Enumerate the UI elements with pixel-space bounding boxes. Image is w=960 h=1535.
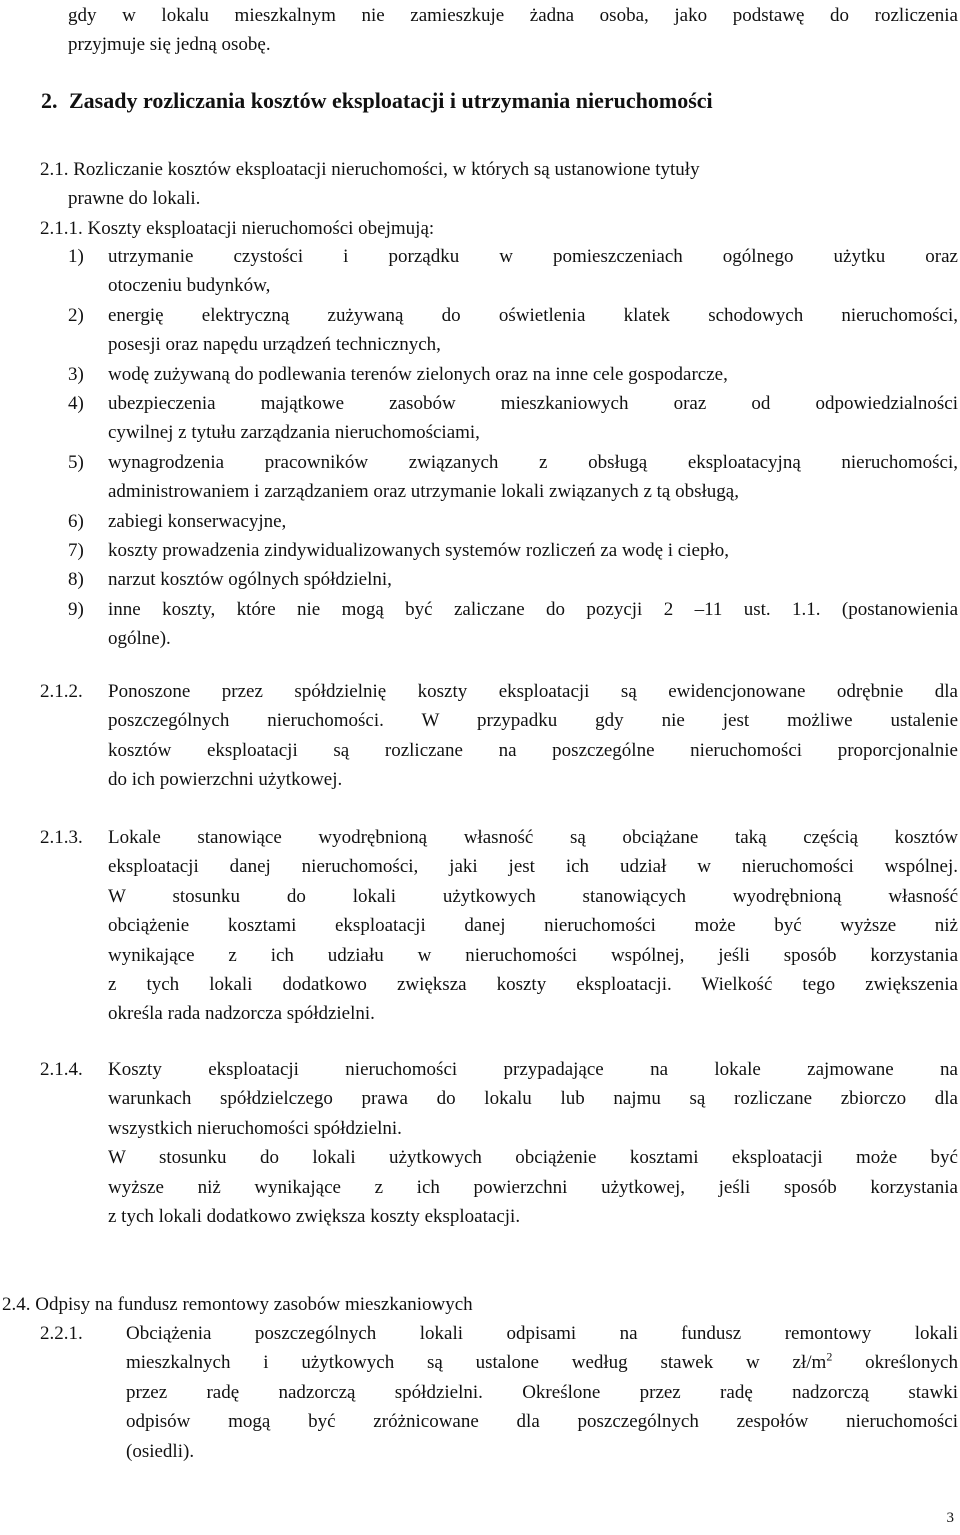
list-item-line-1: energię elektryczną zużywaną do oświetlenia klatek schodowych nieruchomości,	[108, 304, 958, 326]
paragraph-label: 2.1.2.	[40, 681, 83, 702]
list-item-number: 4)	[68, 393, 84, 415]
list-item-line-2: otoczeniu budynków,	[108, 275, 271, 297]
paragraph-line: obciążenie kosztami eksploatacji danej nieruchomości może być wyższe niż	[108, 915, 958, 937]
list-item	[68, 507, 958, 536]
paragraph-line: wyższe niż wynikające z ich powierzchni użytkowej, jeśli sposób korzystania	[108, 1176, 958, 1198]
paragraph-line: do ich powierzchni użytkowej.	[108, 769, 343, 791]
paragraph-line: W stosunku do lokali użytkowych stanowiących wyodrębnioną własność	[108, 885, 958, 907]
list-item	[68, 536, 958, 565]
list-item-line-1: wynagrodzenia pracowników związanych z obsługą eksploatacyjną nieruchomości,	[108, 451, 958, 473]
intro-line-2: przyjmuje się jedną osobę.	[68, 34, 271, 56]
paragraph-line: W stosunku do lokali użytkowych obciążenie kosztami eksploatacji może być	[108, 1147, 958, 1169]
paragraph-line: określa rada nadzorcza spółdzielni.	[108, 1003, 375, 1025]
list-item	[68, 360, 958, 389]
intro-paragraph	[68, 1, 958, 60]
list-item-line-2: ogólne).	[108, 628, 171, 650]
section-2-4-heading: 2.4. Odpisy na fundusz remontowy zasobów mieszkaniowych	[2, 1294, 473, 1315]
list-item	[68, 448, 958, 507]
paragraph-line: warunkach spółdzielczego prawa do lokalu lub najmu są rozliczane zbiorczo dla	[108, 1088, 958, 1110]
paragraph-line: eksploatacji danej nieruchomości, jaki jest ich udział w nieruchomości wspólnej.	[108, 856, 958, 878]
paragraph-2-1-3	[40, 823, 958, 1029]
list-item-number: 9)	[68, 598, 84, 620]
paragraph-line-part: określonych	[832, 1352, 958, 1374]
list-item-number: 3)	[68, 363, 84, 385]
paragraph-label: 2.2.1.	[40, 1323, 83, 1344]
paragraph-line: z tych lokali dodatkowo zwiększa koszty eksploatacji.	[108, 1206, 521, 1228]
list-item-line-2: administrowaniem i zarządzaniem oraz utrzymanie lokali związanych z tą obsługą,	[108, 481, 739, 503]
paragraph-label: 2.1.4.	[40, 1059, 83, 1080]
paragraph-line: przez radę nadzorczą spółdzielni. Określone przez radę nadzorczą stawki	[126, 1381, 958, 1403]
paragraph-2-1-4	[40, 1055, 958, 1231]
paragraph-line: wszystkich nieruchomości spółdzielni.	[108, 1117, 402, 1139]
paragraph-line: Obciążenia poszczególnych lokali odpisami na fundusz remontowy lokali	[126, 1323, 958, 1344]
paragraph-line	[126, 1348, 958, 1377]
section-2-1-heading	[40, 155, 930, 214]
superscript: 2	[826, 1350, 833, 1365]
list-item-line-1: inne koszty, które nie mogą być zaliczane do pozycji 2 –11 ust. 1.1. (postanowienia	[108, 598, 958, 620]
section-2-1-line-1: 2.1. Rozliczanie kosztów eksploatacji nieruchomości, w których są ustanowione tytuły	[40, 159, 700, 180]
section-2-number: 2.	[41, 88, 58, 113]
list-item-line-1: koszty prowadzenia zindywidualizowanych systemów rozliczeń za wodę i ciepło,	[108, 540, 729, 562]
paragraph-line: poszczególnych nieruchomości. W przypadku gdy nie jest możliwe ustalenie	[108, 710, 958, 732]
list-item	[68, 565, 958, 594]
paragraph-label: 2.1.3.	[40, 827, 83, 848]
paragraph-2-2-1	[40, 1319, 958, 1466]
paragraph-2-1-2	[40, 677, 958, 795]
section-2-1-line-2: prawne do lokali.	[68, 188, 201, 210]
paragraph-line: wynikające z ich udziału w nieruchomości wspólnej, jeśli sposób korzystania	[108, 944, 958, 966]
list-item-line-1: zabiegi konserwacyjne,	[108, 510, 287, 532]
page-number: 3	[946, 1509, 954, 1526]
list-item-number: 7)	[68, 540, 84, 562]
list-item-line-2: posesji oraz napędu urządzeń technicznych,	[108, 334, 441, 356]
list-item	[68, 595, 958, 654]
list-item-line-2: cywilnej z tytułu zarządzania nieruchomościami,	[108, 422, 480, 444]
cost-items-list	[68, 242, 958, 654]
list-item-line-1: wodę zużywaną do podlewania terenów zielonych oraz na inne cele gospodarcze,	[108, 363, 728, 385]
list-item	[68, 389, 958, 448]
paragraph-line: Koszty eksploatacji nieruchomości przypadające na lokale zajmowane na	[108, 1059, 958, 1080]
list-item-line-1: narzut kosztów ogólnych spółdzielni,	[108, 569, 392, 591]
list-item	[68, 242, 958, 301]
intro-line-1: gdy w lokalu mieszkalnym nie zamieszkuje żadna osoba, jako podstawę do rozliczenia	[68, 5, 958, 26]
paragraph-line: Lokale stanowiące wyodrębnioną własność są obciążane taką częścią kosztów	[108, 827, 958, 848]
paragraph-line: z tych lokali dodatkowo zwiększa koszty eksploatacji. Wielkość tego zwiększenia	[108, 974, 958, 996]
list-item-number: 6)	[68, 510, 84, 532]
paragraph-2-1-1-heading: 2.1.1. Koszty eksploatacji nieruchomości obejmują:	[40, 218, 435, 239]
paragraph-line: Ponoszone przez spółdzielnię koszty eksploatacji są ewidencjonowane odrębnie dla	[108, 681, 958, 702]
list-item-line-1: ubezpieczenia majątkowe zasobów mieszkaniowych oraz od odpowiedzialności	[108, 393, 958, 415]
list-item-number: 2)	[68, 304, 84, 326]
list-item-number: 5)	[68, 451, 84, 473]
paragraph-line-part: mieszkalnych i użytkowych są ustalone według stawek w zł/m	[126, 1352, 827, 1374]
paragraph-line: kosztów eksploatacji są rozliczane na poszczególne nieruchomości proporcjonalnie	[108, 739, 958, 761]
section-2-heading	[41, 86, 713, 115]
list-item-number: 1)	[68, 246, 84, 267]
list-item-line-1: utrzymanie czystości i porządku w pomieszczeniach ogólnego użytku oraz	[108, 246, 958, 267]
paragraph-line: odpisów mogą być zróżnicowane dla poszczególnych zespołów nieruchomości	[126, 1411, 958, 1433]
section-2-title: Zasady rozliczania kosztów eksploatacji i utrzymania nieruchomości	[69, 88, 713, 113]
list-item-number: 8)	[68, 569, 84, 591]
list-item	[68, 301, 958, 360]
paragraph-line: (osiedli).	[126, 1440, 195, 1462]
